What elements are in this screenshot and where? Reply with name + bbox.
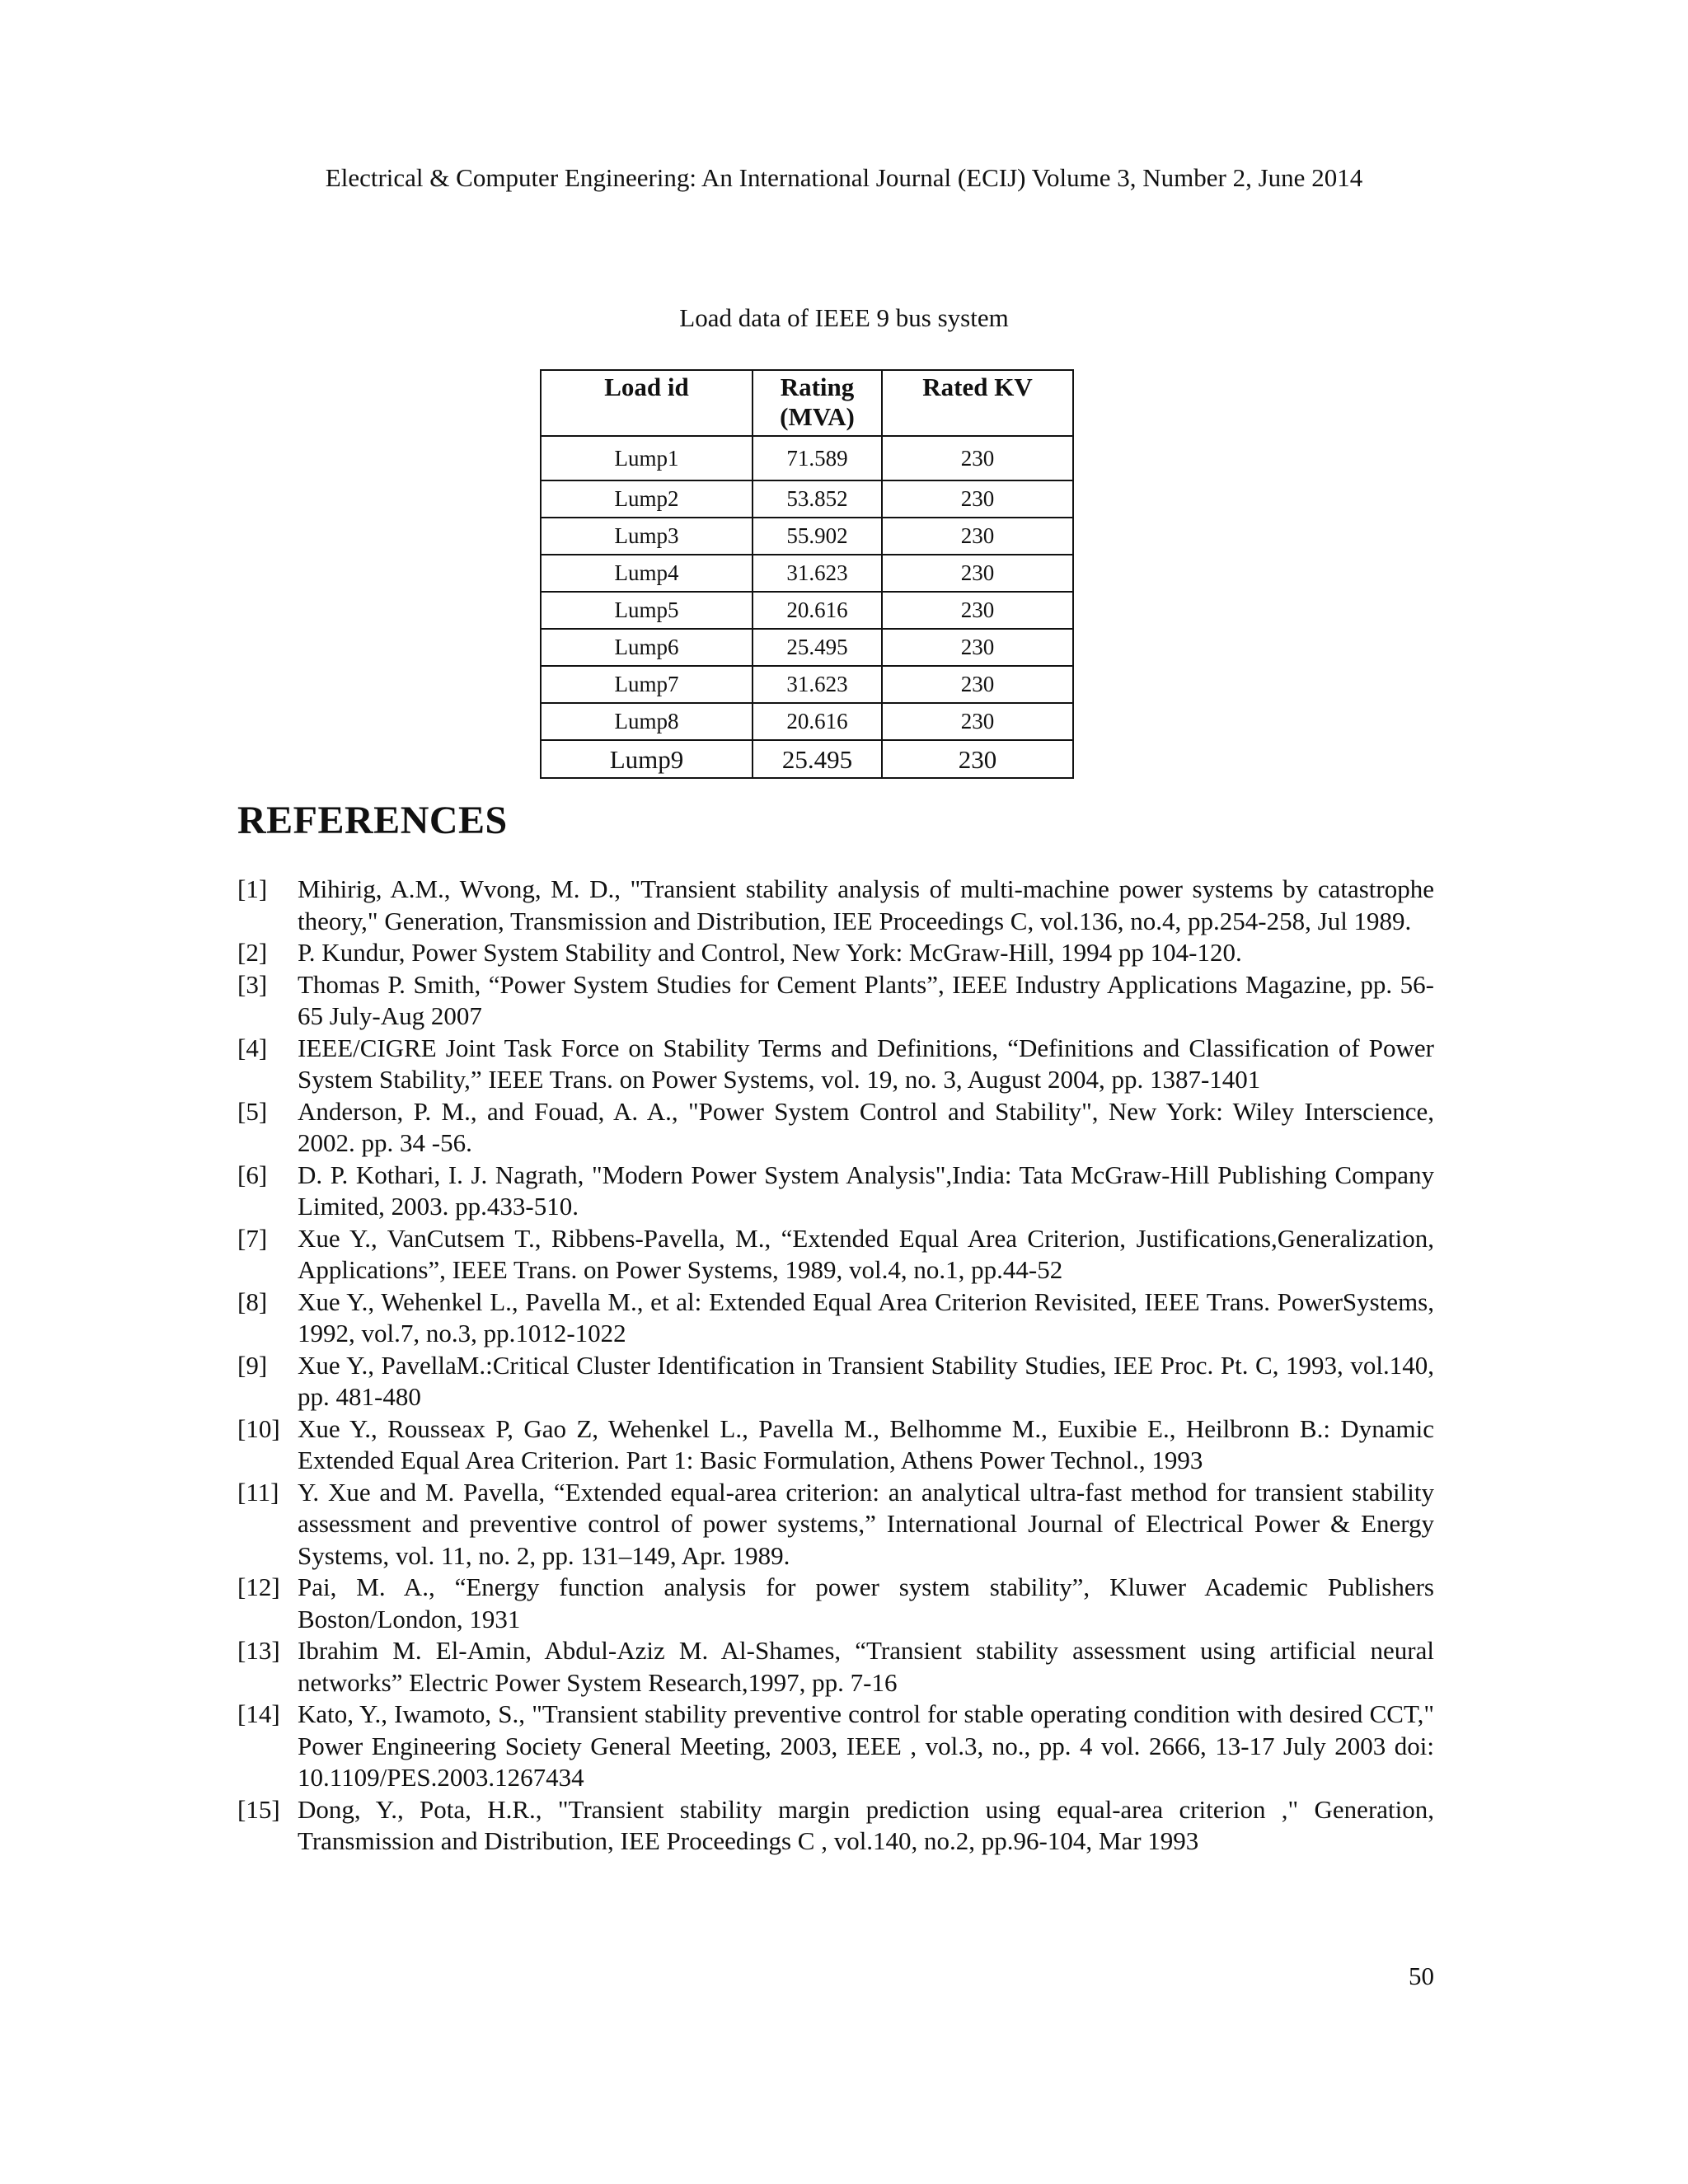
rated-kv-cell: 230: [882, 740, 1073, 778]
table-row: [541, 555, 1073, 592]
load-id-cell: Lump8: [541, 703, 753, 740]
reference-text: Xue Y., Rousseax P, Gao Z, Wehenkel L., Pavella M., Belhomme M., Euxibie E., Heilbronn B.: Dynamic Extended Equal Area Criterion. Part 1: Basic Formulation, Athens Power Technol., 1993: [298, 1413, 1434, 1474]
rating-cell: 55.902: [753, 518, 882, 555]
load-id-cell: Lump9: [541, 740, 753, 778]
reference-number: [5]: [237, 1096, 268, 1126]
rated-kv-cell: 230: [882, 592, 1073, 629]
load-id-cell: Lump7: [541, 666, 753, 703]
reference-number: [7]: [237, 1223, 268, 1253]
load-id-cell: Lump5: [541, 592, 753, 629]
rated-kv-cell: 230: [882, 666, 1073, 703]
reference-item: [237, 969, 1434, 1033]
rating-cell: 53.852: [753, 480, 882, 518]
reference-number: [15]: [237, 1794, 280, 1824]
reference-number: [11]: [237, 1477, 279, 1507]
reference-item: [237, 1572, 1434, 1635]
rating-cell: 25.495: [753, 740, 882, 778]
rated-kv-cell: 230: [882, 629, 1073, 666]
rated-kv-cell: 230: [882, 436, 1073, 480]
reference-text: Pai, M. A., “Energy function analysis for power system stability”, Kluwer Academic Publishers Boston/London, 1931: [298, 1572, 1434, 1633]
page-number: 50: [1409, 1961, 1434, 1990]
reference-number: [9]: [237, 1350, 268, 1380]
rating-cell: 20.616: [753, 592, 882, 629]
reference-text: Dong, Y., Pota, H.R., "Transient stability margin prediction using equal-area criterion ," Generation, Transmission and Distribution, IEE Proceedings C , vol.140, no.2, pp.96-104, Mar 1993: [298, 1794, 1434, 1855]
reference-text: Thomas P. Smith, “Power System Studies for Cement Plants”, IEEE Industry Applications Magazine, pp. 56-65 July-Aug 2007: [298, 969, 1434, 1030]
load-id-cell: Lump1: [541, 436, 753, 480]
reference-text: Anderson, P. M., and Fouad, A. A., "Power System Control and Stability", New York: Wiley Interscience, 2002. pp. 34 -56.: [298, 1096, 1434, 1157]
reference-number: [6]: [237, 1160, 268, 1189]
reference-text: Xue Y., PavellaM.:Critical Cluster Identification in Transient Stability Studies, IEE Proc. Pt. C, 1993, vol.140, pp. 481-480: [298, 1350, 1434, 1411]
reference-number: [12]: [237, 1572, 280, 1601]
reference-number: [10]: [237, 1413, 280, 1443]
table-header-row: [541, 370, 1073, 436]
rated-kv-cell: 230: [882, 480, 1073, 518]
rating-cell: 31.623: [753, 666, 882, 703]
rating-cell: 31.623: [753, 555, 882, 592]
reference-number: [4]: [237, 1033, 268, 1062]
reference-list: [237, 874, 1434, 1858]
table-row: [541, 740, 1073, 778]
reference-item: [237, 1413, 1434, 1477]
rating-cell: 25.495: [753, 629, 882, 666]
load-id-cell: Lump2: [541, 480, 753, 518]
rated-kv-cell: 230: [882, 703, 1073, 740]
reference-item: [237, 1635, 1434, 1699]
reference-number: [8]: [237, 1286, 268, 1316]
reference-item: [237, 1477, 1434, 1572]
reference-item: [237, 1033, 1434, 1096]
reference-item: [237, 874, 1434, 937]
load-id-cell: Lump3: [541, 518, 753, 555]
rating-cell: 20.616: [753, 703, 882, 740]
reference-item: [237, 1350, 1434, 1413]
rated-kv-cell: 230: [882, 518, 1073, 555]
reference-item: [237, 1160, 1434, 1223]
table-row: [541, 629, 1073, 666]
reference-text: Kato, Y., Iwamoto, S., "Transient stability preventive control for stable operating condition with desired CCT," Power Engineering Society General Meeting, 2003, IEEE , vol.3, no., pp. 4 vol. 2666, 13-17 July 2003 doi: 10.1109/PES.2003.1267434: [298, 1699, 1434, 1792]
load-id-cell: Lump4: [541, 555, 753, 592]
reference-text: Y. Xue and M. Pavella, “Extended equal-area criterion: an analytical ultra-fast method for transient stability assessment and preventive control of power systems,” International Journal of Electrical Power & Energy Systems, vol. 11, no. 2, pp. 131–149, Apr. 1989.: [298, 1477, 1434, 1570]
table-row: [541, 518, 1073, 555]
table-row: [541, 480, 1073, 518]
reference-text: D. P. Kothari, I. J. Nagrath, "Modern Power System Analysis",India: Tata McGraw-Hill Publishing Company Limited, 2003. pp.433-510.: [298, 1160, 1434, 1221]
table-caption: Load data of IEEE 9 bus system: [679, 303, 1009, 332]
reference-item: [237, 1096, 1434, 1160]
column-header-rated-kv: Rated KV: [882, 370, 1073, 436]
rated-kv-cell: 230: [882, 555, 1073, 592]
reference-number: [1]: [237, 874, 268, 903]
reference-text: Ibrahim M. El-Amin, Abdul-Aziz M. Al-Shames, “Transient stability assessment using artificial neural networks” Electric Power System Research,1997, pp. 7-16: [298, 1636, 1434, 1697]
reference-text: Xue Y., Wehenkel L., Pavella M., et al: Extended Equal Area Criterion Revisited, IEEE Trans. PowerSystems, 1992, vol.7, no.3, pp.1012-1022: [298, 1286, 1434, 1347]
table-row: [541, 666, 1073, 703]
reference-number: [13]: [237, 1636, 280, 1665]
reference-item: [237, 937, 1434, 969]
reference-text: P. Kundur, Power System Stability and Control, New York: McGraw-Hill, 1994 pp 104-120.: [298, 938, 1242, 967]
references-heading: REFERENCES: [237, 799, 508, 842]
reference-item: [237, 1223, 1434, 1286]
reference-text: IEEE/CIGRE Joint Task Force on Stability Terms and Definitions, “Definitions and Classification of Power System Stability,” IEEE Trans. on Power Systems, vol. 19, no. 3, August 2004, pp. 1387-1401: [298, 1033, 1434, 1094]
table-row: [541, 703, 1073, 740]
column-header-rating: Rating (MVA): [753, 370, 882, 436]
reference-item: [237, 1794, 1434, 1858]
reference-number: [3]: [237, 969, 268, 999]
rating-cell: 71.589: [753, 436, 882, 480]
load-data-table: [540, 369, 1074, 779]
reference-text: Mihirig, A.M., Wvong, M. D., "Transient stability analysis of multi-machine power systems by catastrophe theory," Generation, Transmission and Distribution, IEE Proceedings C, vol.136, no.4, pp.254-258, Jul 1989.: [298, 874, 1434, 935]
load-id-cell: Lump6: [541, 629, 753, 666]
journal-running-header: Electrical & Computer Engineering: An International Journal (ECIJ) Volume 3, Number 2, June 2014: [325, 163, 1363, 192]
table-row: [541, 436, 1073, 480]
table-row: [541, 592, 1073, 629]
reference-text: Xue Y., VanCutsem T., Ribbens-Pavella, M., “Extended Equal Area Criterion, Justifications,Generalization, Applications”, IEEE Trans. on Power Systems, 1989, vol.4, no.1, pp.44-52: [298, 1223, 1434, 1284]
column-header-load-id: Load id: [541, 370, 753, 436]
reference-item: [237, 1699, 1434, 1794]
reference-number: [2]: [237, 938, 268, 967]
reference-item: [237, 1286, 1434, 1350]
reference-number: [14]: [237, 1699, 280, 1728]
